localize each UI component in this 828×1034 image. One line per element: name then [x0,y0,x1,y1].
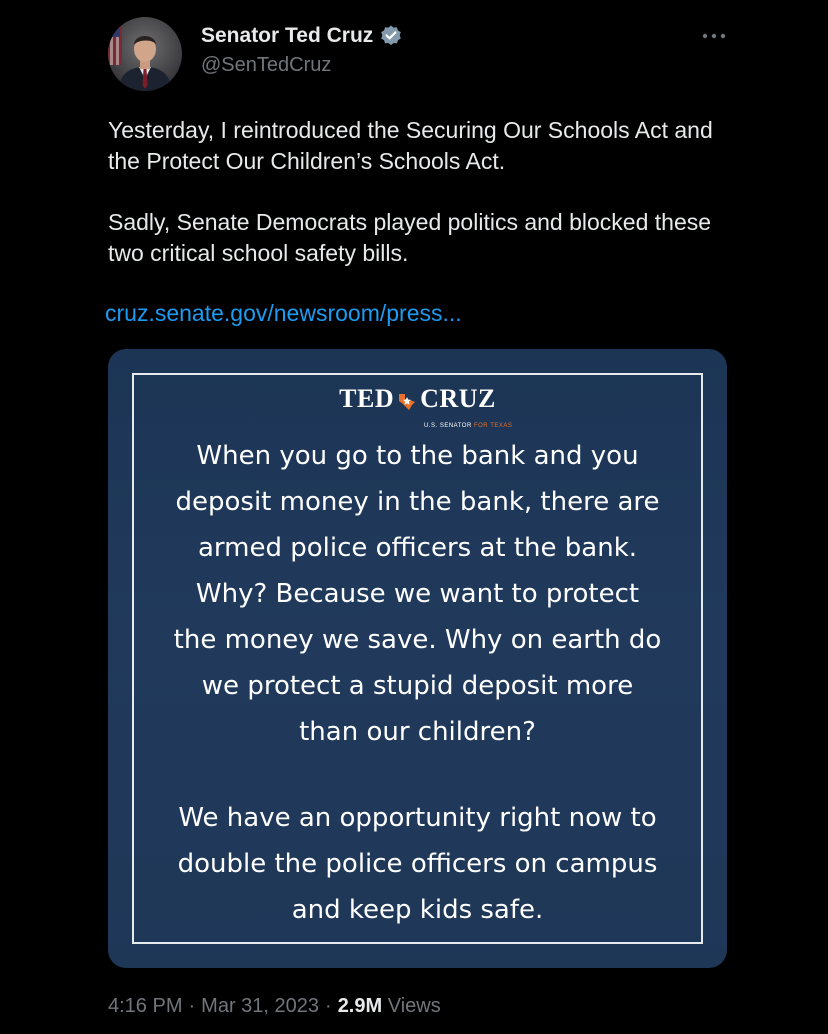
quote-text [134,433,701,933]
tweet-paragraph: Sadly, Senate Democrats played politics and blocked these two critical school safety bills. [108,209,712,266]
meta-separator: · [325,995,332,1017]
avatar-image [108,17,182,91]
meta-separator: · [188,995,196,1017]
logo-wordmark [339,385,496,413]
quote-line: double the police officers on campus [177,849,658,879]
quote-line: and keep kids safe. [291,895,544,925]
author-block [201,22,403,77]
ted-cruz-logo [134,384,701,429]
tweet-paragraph: Yesterday, I reintroduced the Securing Our Schools Act and the Protect Our Children’s Schools Act. [108,117,713,174]
logo-subtitle [424,423,512,429]
logo-sub-white: U.S. SENATOR [424,423,472,429]
quote-line: the money we save. Why on earth do [173,625,662,655]
views-count: 2.9M [337,995,383,1017]
quote-line: armed police officers at the bank. [197,533,638,563]
quote-line: When you go to the bank and you [196,441,639,471]
quote-line: we protect a stupid deposit more [201,671,634,701]
tweet-time[interactable]: 4:16 PM [108,995,183,1017]
quote-line: Why? Because we want to protect [195,579,640,609]
display-name[interactable]: Senator Ted Cruz [201,24,374,47]
more-horizontal-icon[interactable] [700,26,728,46]
texas-star-icon [396,389,418,409]
quote-gap [134,755,701,795]
handle[interactable]: @SenTedCruz [201,54,332,76]
name-row [201,22,403,50]
views-label: Views [387,995,441,1017]
verified-badge-icon[interactable] [379,24,403,48]
quote-line: than our children? [299,717,536,747]
quote-line: deposit money in the bank, there are [175,487,660,517]
logo-left-text: TED [339,384,395,413]
tweet-link[interactable]: cruz.senate.gov/newsroom/press... [105,300,462,326]
tweet-meta [108,995,441,1018]
quote-line: We have an opportunity right now to [178,803,657,833]
avatar[interactable] [108,17,182,91]
tweet-text [108,115,748,269]
media-image[interactable] [108,349,727,968]
logo-right-text: CRUZ [420,384,496,413]
tweet-date[interactable]: Mar 31, 2023 [201,995,320,1017]
media-frame-border [132,373,703,944]
logo-sub-orange: FOR TEXAS [473,423,513,429]
